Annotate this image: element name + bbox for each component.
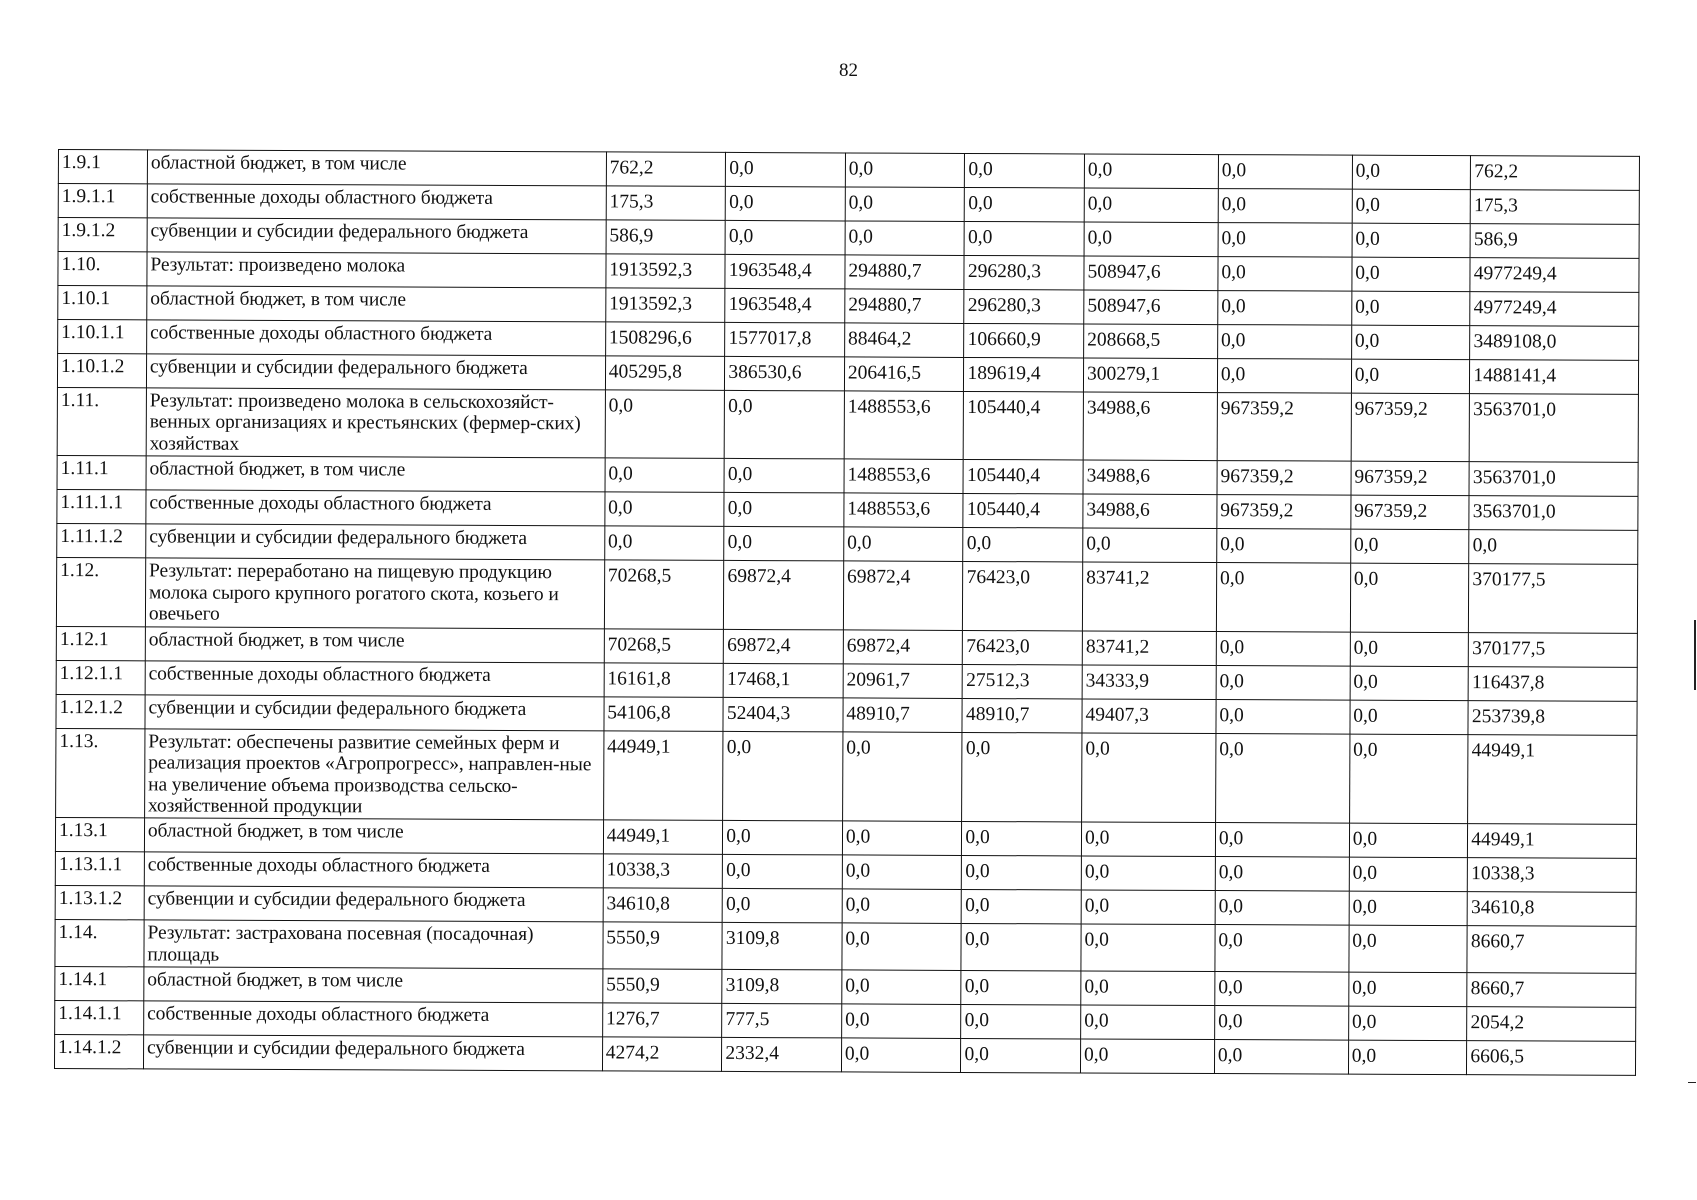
row-value: 0,0: [1217, 529, 1351, 564]
row-name: собственные доходы областного бюджета: [146, 490, 605, 526]
row-value: 0,0: [1349, 858, 1468, 893]
row-value: 0,0: [1215, 733, 1349, 823]
row-name: субвенции и субсидии федерального бюджета: [145, 695, 604, 731]
row-value: 0,0: [842, 821, 962, 856]
row-name: областной бюджет, в том числе: [144, 967, 603, 1003]
row-value: 6606,5: [1467, 1041, 1636, 1076]
row-code: 1.13.1.2: [55, 886, 144, 920]
row-name: областной бюджет, в том числе: [145, 627, 604, 663]
row-value: 0,0: [1350, 700, 1469, 735]
row-code: 1.11.1.1: [57, 490, 146, 524]
row-value: 586,9: [1470, 224, 1639, 259]
row-value: 0,0: [605, 458, 725, 493]
row-code: 1.14.: [55, 920, 144, 967]
row-value: 8660,7: [1467, 926, 1636, 974]
row-value: 105440,4: [963, 494, 1083, 529]
row-value: 0,0: [841, 1038, 961, 1073]
row-value: 0,0: [1352, 189, 1471, 224]
row-value: 0,0: [1215, 972, 1349, 1007]
row-value: 83741,2: [1082, 562, 1216, 631]
row-value: 49407,3: [1082, 699, 1216, 734]
row-value: 34988,6: [1083, 392, 1217, 461]
row-code: 1.9.1: [58, 150, 147, 184]
row-value: 0,0: [962, 732, 1082, 822]
row-value: 0,0: [1081, 971, 1215, 1006]
row-value: 20961,7: [843, 664, 963, 699]
row-value: 83741,2: [1082, 631, 1216, 666]
row-value: 1488141,4: [1470, 360, 1639, 395]
row-value: 69872,4: [843, 561, 963, 630]
row-value: 0,0: [965, 187, 1085, 222]
row-value: 17468,1: [723, 663, 843, 698]
row-value: 762,2: [606, 152, 726, 187]
row-value: 0,0: [1083, 528, 1217, 563]
row-value: 0,0: [1350, 529, 1469, 564]
row-value: 2332,4: [722, 1038, 842, 1073]
row-name: областной бюджет, в том числе: [144, 818, 603, 854]
row-value: 0,0: [1081, 924, 1215, 971]
row-value: 52404,3: [723, 697, 843, 732]
row-value: 405295,8: [605, 356, 725, 391]
row-value: 54106,8: [604, 697, 724, 732]
row-value: 3563701,0: [1469, 496, 1638, 531]
row-value: 0,0: [1218, 223, 1352, 258]
row-value: 0,0: [842, 1004, 962, 1039]
row-value: 2054,2: [1467, 1007, 1636, 1042]
row-code: 1.12.1: [56, 626, 145, 660]
row-value: 3563701,0: [1469, 462, 1638, 497]
row-value: 0,0: [1084, 222, 1218, 257]
scan-edge-mark: [1694, 620, 1696, 690]
row-value: 48910,7: [843, 698, 963, 733]
row-value: 1276,7: [602, 1003, 722, 1038]
row-value: 34988,6: [1083, 494, 1217, 529]
row-value: 0,0: [1216, 563, 1350, 632]
table-row: [56, 558, 1637, 633]
row-value: 967359,2: [1217, 495, 1351, 530]
row-value: 0,0: [963, 528, 1083, 563]
row-value: 0,0: [961, 1005, 1081, 1040]
row-value: 1488553,6: [844, 391, 964, 460]
row-value: 0,0: [842, 970, 962, 1005]
row-value: 967359,2: [1351, 461, 1470, 496]
row-value: 0,0: [965, 153, 1085, 188]
row-name: областной бюджет, в том числе: [146, 456, 605, 492]
row-code: 1.11.1.2: [57, 524, 146, 558]
row-value: 1913592,3: [606, 254, 726, 289]
row-value: 3109,8: [722, 970, 842, 1005]
row-name: областной бюджет, в том числе: [147, 286, 606, 322]
row-name: собственные доходы областного бюджета: [145, 661, 604, 697]
row-value: 0,0: [1081, 856, 1215, 891]
row-value: 88464,2: [844, 323, 964, 358]
row-value: 296280,3: [964, 255, 1084, 290]
row-value: 34988,6: [1083, 460, 1217, 495]
row-value: 0,0: [1352, 291, 1471, 326]
row-code: 1.13.1: [55, 818, 144, 852]
row-value: 4977249,4: [1470, 292, 1639, 327]
row-value: 0,0: [724, 390, 844, 459]
row-value: 370177,5: [1469, 564, 1638, 633]
row-value: 70268,5: [604, 560, 724, 629]
row-value: 0,0: [1084, 154, 1218, 189]
row-value: 0,0: [1351, 359, 1470, 394]
row-code: 1.9.1.2: [58, 218, 147, 252]
row-value: 16161,8: [604, 663, 724, 698]
row-code: 1.13.1.1: [55, 852, 144, 886]
row-value: 0,0: [1216, 665, 1350, 700]
row-name: областной бюджет, в том числе: [147, 150, 606, 186]
row-value: 0,0: [964, 221, 1084, 256]
row-value: 0,0: [961, 1039, 1081, 1074]
row-value: 0,0: [604, 526, 724, 561]
row-value: 0,0: [1080, 1039, 1214, 1074]
row-code: 1.13.: [56, 728, 145, 818]
row-value: 3489108,0: [1470, 326, 1639, 361]
row-value: 106660,9: [964, 323, 1084, 358]
row-value: 586,9: [606, 220, 726, 255]
row-value: 0,0: [1081, 890, 1215, 925]
row-value: 0,0: [1215, 925, 1349, 972]
row-value: 762,2: [1471, 156, 1640, 191]
row-value: 0,0: [1214, 1040, 1348, 1075]
row-code: 1.9.1.1: [58, 184, 147, 218]
row-value: 5550,9: [603, 969, 723, 1004]
row-value: 5550,9: [603, 922, 723, 969]
row-value: 0,0: [726, 186, 846, 221]
row-code: 1.14.1.2: [54, 1035, 143, 1069]
row-value: 0,0: [605, 492, 725, 527]
row-value: 0,0: [1217, 359, 1351, 394]
row-value: 0,0: [842, 923, 962, 970]
row-value: 1488553,6: [844, 493, 964, 528]
row-value: 44949,1: [603, 731, 723, 821]
row-value: 69872,4: [724, 561, 844, 630]
row-value: 0,0: [1352, 155, 1471, 190]
row-value: 0,0: [1218, 257, 1352, 292]
row-value: 0,0: [723, 821, 843, 856]
row-name: субвенции и субсидии федерального бюджета: [146, 354, 605, 390]
row-value: 0,0: [962, 890, 1082, 925]
row-value: 0,0: [605, 390, 725, 459]
row-value: 0,0: [723, 731, 843, 821]
row-value: 4274,2: [602, 1037, 722, 1072]
row-value: 0,0: [1352, 257, 1471, 292]
row-value: 0,0: [1215, 891, 1349, 926]
row-value: 116437,8: [1468, 666, 1637, 701]
row-value: 0,0: [1352, 223, 1471, 258]
row-value: 0,0: [1351, 325, 1470, 360]
row-name: собственные доходы областного бюджета: [147, 184, 606, 220]
row-name: Результат: произведено молока: [147, 252, 606, 288]
row-value: 69872,4: [843, 630, 963, 665]
row-value: 4977249,4: [1470, 258, 1639, 293]
row-value: 0,0: [1349, 734, 1468, 824]
row-value: 10338,3: [603, 854, 723, 889]
row-value: 48910,7: [962, 698, 1082, 733]
row-code: 1.12.1.2: [56, 694, 145, 728]
row-code: 1.11.: [57, 387, 146, 456]
row-value: 777,5: [722, 1004, 842, 1039]
row-name: субвенции и субсидии федерального бюджета: [146, 524, 605, 560]
row-value: 967359,2: [1351, 495, 1470, 530]
row-value: 0,0: [1469, 530, 1638, 565]
row-value: 69872,4: [724, 629, 844, 664]
row-code: 1.12.: [56, 558, 145, 627]
row-value: 0,0: [1349, 972, 1468, 1007]
row-value: 0,0: [1082, 733, 1216, 823]
row-value: 0,0: [1349, 926, 1468, 973]
row-value: 300279,1: [1083, 358, 1217, 393]
row-value: 0,0: [1081, 822, 1215, 857]
row-value: 70268,5: [604, 629, 724, 664]
row-value: 0,0: [1215, 1006, 1349, 1041]
row-value: 3563701,0: [1469, 394, 1638, 463]
row-value: 967359,2: [1217, 393, 1351, 462]
row-value: 175,3: [1471, 190, 1640, 225]
row-code: 1.10.1.1: [58, 320, 147, 354]
row-code: 1.14.1.1: [55, 1001, 144, 1035]
row-value: 0,0: [1349, 892, 1468, 927]
row-value: 3109,8: [722, 923, 842, 970]
table-row: [57, 387, 1638, 462]
row-value: 0,0: [725, 220, 845, 255]
row-value: 0,0: [1350, 666, 1469, 701]
row-value: 0,0: [723, 855, 843, 890]
row-value: 1913592,3: [606, 288, 726, 323]
row-value: 386530,6: [725, 356, 845, 391]
row-value: 0,0: [1217, 325, 1351, 360]
row-value: 0,0: [845, 153, 965, 188]
row-value: 0,0: [961, 971, 1081, 1006]
row-value: 0,0: [1218, 155, 1352, 190]
row-name: субвенции и субсидии федерального бюджета: [143, 1035, 602, 1071]
row-value: 0,0: [1216, 631, 1350, 666]
row-value: 1508296,6: [605, 322, 725, 357]
row-value: 0,0: [1348, 1040, 1467, 1075]
row-value: 0,0: [724, 493, 844, 528]
table-body: [54, 150, 1639, 1076]
row-value: 1963548,4: [725, 254, 845, 289]
row-value: 76423,0: [963, 630, 1083, 665]
row-name: Результат: переработано на пищевую продукцию молока сырого крупного рогатого скота, козьего и овечьего: [145, 558, 604, 628]
row-value: 1488553,6: [844, 459, 964, 494]
row-value: 34333,9: [1082, 665, 1216, 700]
table-row: [56, 728, 1637, 825]
row-value: 0,0: [1218, 189, 1352, 224]
row-value: 294880,7: [845, 289, 965, 324]
row-value: 0,0: [842, 732, 962, 822]
row-value: 0,0: [724, 527, 844, 562]
row-value: 253739,8: [1468, 700, 1637, 735]
row-value: 0,0: [1349, 824, 1468, 859]
row-value: 0,0: [844, 527, 964, 562]
row-name: собственные доходы областного бюджета: [144, 852, 603, 888]
row-value: 0,0: [1215, 823, 1349, 858]
row-code: 1.12.1.1: [56, 660, 145, 694]
row-code: 1.11.1: [57, 456, 146, 490]
row-value: 0,0: [962, 822, 1082, 857]
row-value: 967359,2: [1217, 461, 1351, 496]
row-value: 0,0: [1350, 632, 1469, 667]
row-value: 8660,7: [1467, 973, 1636, 1008]
row-value: 44949,1: [1468, 824, 1637, 859]
row-value: 508947,6: [1084, 290, 1218, 325]
row-value: 76423,0: [963, 562, 1083, 631]
row-value: 967359,2: [1351, 393, 1470, 462]
row-value: 294880,7: [845, 255, 965, 290]
row-value: 0,0: [842, 889, 962, 924]
row-value: 0,0: [1081, 1005, 1215, 1040]
row-name: собственные доходы областного бюджета: [147, 320, 606, 356]
row-value: 0,0: [845, 221, 965, 256]
row-code: 1.14.1: [55, 967, 144, 1001]
row-name: Результат: обеспечены развитие семейных ферм и реализация проектов «Агропрогресс», направлен-ные на увеличение объема производства сельско-хозяйственной продукции: [144, 729, 603, 821]
row-value: 1963548,4: [725, 288, 845, 323]
row-value: 0,0: [962, 856, 1082, 891]
row-value: 206416,5: [844, 357, 964, 392]
row-code: 1.10.1: [58, 286, 147, 320]
row-code: 1.10.: [58, 252, 147, 286]
row-value: 34610,8: [603, 888, 723, 923]
row-value: 0,0: [1215, 857, 1349, 892]
row-value: 1577017,8: [725, 322, 845, 357]
row-value: 208668,5: [1084, 324, 1218, 359]
scan-edge-mark: [1688, 1082, 1696, 1083]
row-value: 105440,4: [964, 391, 1084, 460]
row-value: 508947,6: [1084, 256, 1218, 291]
row-value: 0,0: [1216, 699, 1350, 734]
row-value: 296280,3: [964, 289, 1084, 324]
row-value: 0,0: [1218, 291, 1352, 326]
row-name: Результат: произведено молока в сельскохозяйст-венных организациях и крестьянских (фермер-ских) хозяйствах: [146, 388, 605, 458]
row-name: Результат: застрахована посевная (посадочная) площадь: [144, 920, 603, 969]
row-value: 27512,3: [963, 664, 1083, 699]
row-value: 0,0: [961, 924, 1081, 971]
row-value: 175,3: [606, 186, 726, 221]
row-value: 44949,1: [1468, 734, 1637, 824]
row-name: субвенции и субсидии федерального бюджета: [144, 886, 603, 922]
row-value: 0,0: [1350, 563, 1469, 632]
row-value: 0,0: [845, 187, 965, 222]
row-value: 0,0: [724, 459, 844, 494]
row-name: субвенции и субсидии федерального бюджета: [147, 218, 606, 254]
row-value: 0,0: [1348, 1006, 1467, 1041]
budget-table: [54, 149, 1640, 1076]
row-value: 34610,8: [1467, 892, 1636, 927]
table-row: [54, 1035, 1635, 1076]
row-value: 105440,4: [963, 460, 1083, 495]
row-value: 10338,3: [1468, 858, 1637, 893]
row-value: 0,0: [722, 889, 842, 924]
row-value: 0,0: [726, 152, 846, 187]
row-value: 0,0: [1084, 188, 1218, 223]
row-value: 370177,5: [1469, 632, 1638, 667]
row-value: 44949,1: [603, 820, 723, 855]
table-row: [55, 920, 1636, 974]
row-value: 189619,4: [964, 357, 1084, 392]
row-code: 1.10.1.2: [57, 354, 146, 388]
row-name: собственные доходы областного бюджета: [144, 1001, 603, 1037]
page-number: 82: [839, 60, 858, 81]
row-value: 0,0: [842, 855, 962, 890]
